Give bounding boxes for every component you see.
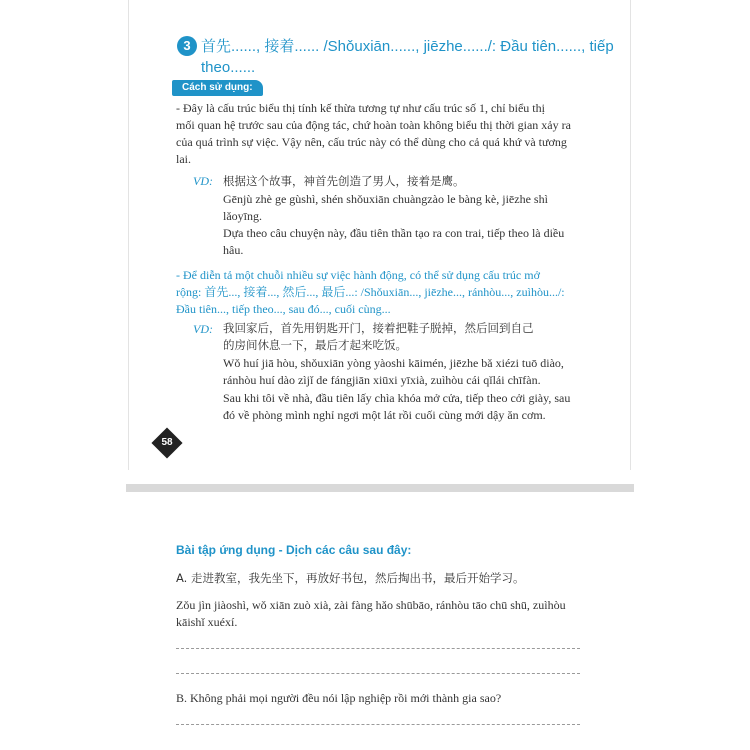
- paragraph-2-line: rộng: 首先..., 接着..., 然后..., 最后...: /Shǒuxiān..., jiēzhe..., ránhòu..., zuìhòu.../:: [176, 285, 565, 299]
- example-2-vietnamese: [223, 390, 585, 424]
- example-2-pinyin: [223, 355, 585, 389]
- example-2-chinese-line: 我回家后，首先用钥匙开门，接着把鞋子脱掉，然后回到自己: [223, 321, 534, 335]
- section-title: 首先......, 接着...... /Shǒuxiān......, jiēzhe....../: Đầu tiên......, tiếp: [201, 38, 614, 55]
- example-1-pinyin-line: Gēnjù zhè ge gùshì, shén shǒuxiān chuàngzào le bàng kè, jiēzhe shì: [223, 192, 548, 206]
- example-1-label: VD:: [193, 174, 213, 188]
- example-2-pinyin-line: ránhòu huí dào zìjǐ de fángjiān xiūxi yīxià, zuìhòu cái qǐlái chīfàn.: [223, 373, 541, 387]
- page-edge-left: [128, 0, 129, 470]
- section-number-badge: 3: [177, 36, 197, 56]
- paragraph-2-line: Đầu tiên..., tiếp theo..., sau đó..., cuối cùng...: [176, 302, 391, 316]
- page-divider: [126, 484, 634, 492]
- exercise-title: Bài tập ứng dụng - Dịch các câu sau đây:: [176, 543, 412, 557]
- example-2-chinese: [223, 320, 585, 354]
- paragraph-1-line: lai.: [176, 152, 191, 166]
- example-1-pinyin-line: lǎoyīng.: [223, 209, 262, 223]
- example-1-chinese: 根据这个故事，神首先创造了男人，接着是鹰。: [223, 174, 465, 188]
- exercise-b-text: B. Không phải mọi người đều nói lập nghiệp rồi mới thành gia sao?: [176, 691, 502, 705]
- page-edge-right: [630, 0, 631, 470]
- section-title-cont: theo......: [201, 59, 256, 76]
- example-1-vietnamese: [223, 225, 583, 259]
- exercise-a-chinese: A. 走进教室，我先坐下，再放好书包，然后掏出书，最后开始学习。: [176, 571, 525, 585]
- paragraph-1-line: của quá trình sự việc. Vậy nên, cấu trúc này có thể dùng cho cả quá khứ và tương: [176, 135, 567, 149]
- example-1-vietnamese-line: Dựa theo câu chuyện này, đầu tiên thần tạo ra con trai, tiếp theo là diều: [223, 226, 565, 240]
- answer-line[interactable]: [176, 724, 580, 725]
- example-2-vietnamese-line: Sau khi tôi về nhà, đầu tiên lấy chìa khóa mở cửa, tiếp theo cởi giày, sau: [223, 391, 571, 405]
- exercise-a-pinyin: [176, 597, 586, 631]
- example-1-pinyin: [223, 191, 583, 225]
- paragraph-2-line: - Để diễn tả một chuỗi nhiều sự việc hành động, có thể sử dụng cấu trúc mở: [176, 268, 540, 282]
- answer-line[interactable]: [176, 648, 580, 649]
- example-2-pinyin-line: Wǒ huí jiā hòu, shǒuxiān yòng yàoshi kāimén, jiēzhe bǎ xiézi tuō diào,: [223, 356, 564, 370]
- paragraph-2: [176, 267, 586, 318]
- example-1-vietnamese-line: hâu.: [223, 243, 244, 257]
- paragraph-1: [176, 100, 586, 168]
- example-2-label: VD:: [193, 322, 213, 336]
- exercise-a-pinyin-line: Zǒu jìn jiàoshì, wǒ xiān zuò xià, zài fàng hǎo shūbāo, ránhòu tāo chū shū, zuìhòu: [176, 598, 566, 612]
- example-2-vietnamese-line: đó về phòng mình nghỉ ngơi một lát rồi cuối cùng mới dậy ăn cơm.: [223, 408, 546, 422]
- example-2-chinese-line: 的房间休息一下，最后才起来吃饭。: [223, 338, 407, 352]
- usage-badge: Cách sử dụng:: [172, 80, 263, 96]
- paragraph-1-line: - Đây là cấu trúc biểu thị tính kế thừa tương tự như cấu trúc số 1, chỉ biểu thị: [176, 101, 545, 115]
- paragraph-1-line: mối quan hệ trước sau của động tác, chứ hoàn toàn không biểu thị thời gian xảy ra: [176, 118, 571, 132]
- page-number: 58: [161, 437, 173, 448]
- answer-line[interactable]: [176, 673, 580, 674]
- exercise-a-pinyin-line: kāishǐ xuéxí.: [176, 615, 238, 629]
